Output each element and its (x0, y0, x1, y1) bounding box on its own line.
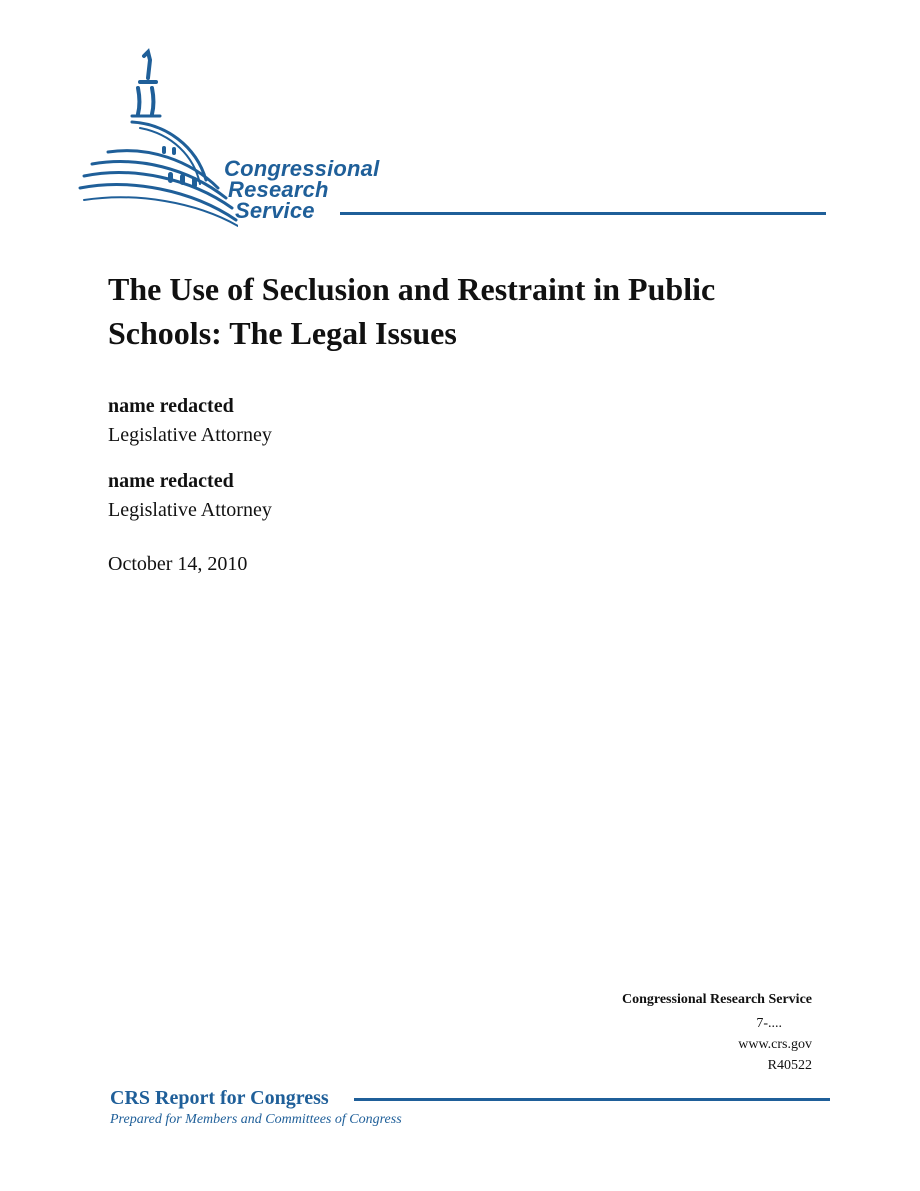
author-1-name: name redacted (108, 395, 234, 417)
report-info (622, 990, 812, 1076)
author-2-name: name redacted (108, 470, 234, 492)
crs-logo (78, 48, 838, 238)
logo-text-service: Service (235, 198, 315, 223)
footer-divider (354, 1098, 830, 1101)
footer-subtitle: Prepared for Members and Committees of Congress (110, 1112, 402, 1127)
logo-text-research: Research (228, 177, 329, 202)
report-title: The Use of Seclusion and Restraint in Public Schools: The Legal Issues (108, 271, 716, 351)
logo-text-congressional: Congressional (224, 156, 380, 181)
report-number: R40522 (767, 1058, 812, 1073)
author-2-role: Legislative Attorney (108, 499, 272, 521)
website-link[interactable]: www.crs.gov (738, 1037, 812, 1052)
logo-divider (340, 212, 826, 215)
organization-name: Congressional Research Service (621, 992, 812, 1007)
footer-title: CRS Report for Congress (110, 1087, 329, 1109)
report-date: October 14, 2010 (108, 553, 248, 575)
report-code: 7-.... (756, 1016, 782, 1031)
author-1-role: Legislative Attorney (108, 424, 272, 446)
capitol-dome-icon (78, 48, 238, 228)
